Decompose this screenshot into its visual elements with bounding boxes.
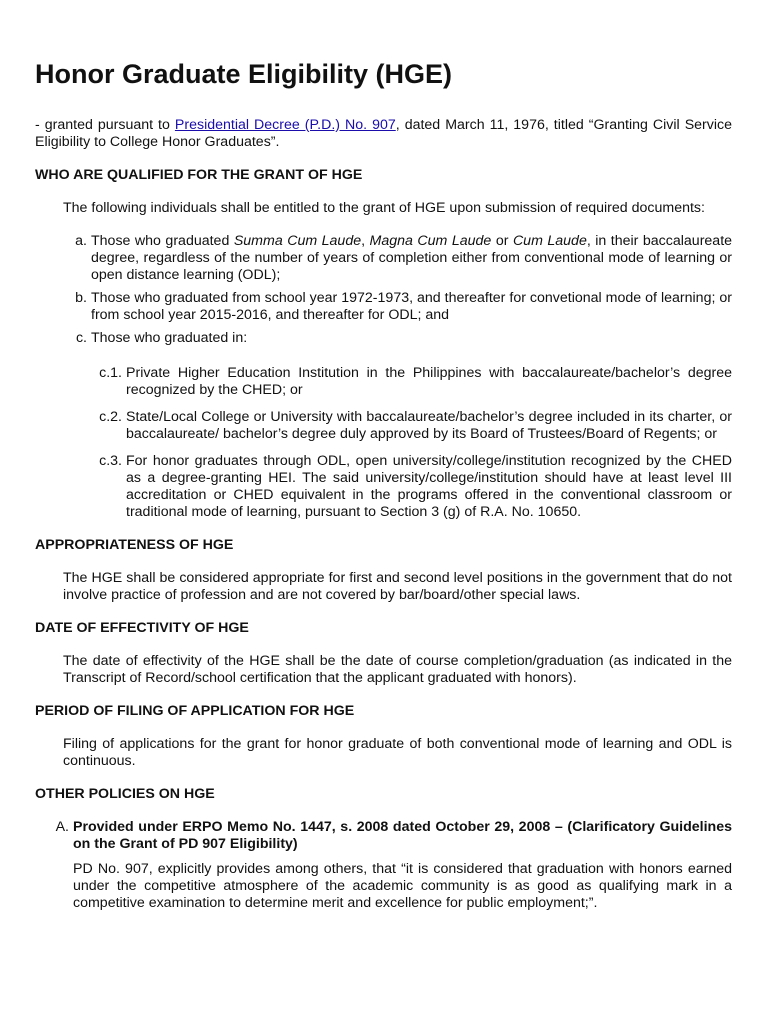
presidential-decree-link[interactable]: Presidential Decree (P.D.) No. 907 bbox=[174, 117, 396, 133]
list-item-a bbox=[63, 233, 732, 284]
section-heading-effectivity: DATE OF EFFECTIVITY OF HGE bbox=[35, 620, 249, 636]
list-item-text: For honor graduates through ODL, open university/college/institution recognized by the CHED as a degree-granting HEI. The said university/college/institution should have at least level III accreditation or CHED equivalent in the programs offered in the conventional classroom or traditional mode of learning, pursuant to Section 3 (g) of R.A. No. 10650. bbox=[126, 453, 732, 520]
qualified-lead: The following individuals shall be entitled to the grant of HGE upon submission of required documents: bbox=[63, 200, 705, 216]
honor-summa: Summa Cum Laude bbox=[233, 233, 362, 249]
effectivity-text: The date of effectivity of the HGE shall be the date of course completion/graduation (as indicated in the Transcript of Record/school certification that the applicant graduated with honors). bbox=[63, 653, 732, 686]
sub-list-c bbox=[63, 365, 732, 521]
list-marker: c.2. bbox=[99, 409, 122, 425]
qualified-list bbox=[35, 233, 732, 521]
filing-text: Filing of applications for the grant for honor graduate of both conventional mode of learning and ODL is continuous. bbox=[63, 736, 732, 769]
text-run: , bbox=[361, 233, 370, 249]
list-item-c bbox=[63, 330, 732, 347]
list-marker: b. bbox=[75, 290, 87, 306]
list-item-text: Those who graduated from school year 1972-1973, and thereafter for convetional mode of learning; or from school year 2015-2016, and thereafter for ODL; and bbox=[91, 290, 732, 323]
section-heading-other-policies: OTHER POLICIES ON HGE bbox=[35, 786, 215, 802]
text-run: or bbox=[491, 233, 513, 249]
text-run: , in their baccalaureate degree, regardless of the number of years of completion either from conventional mode of learning or open distance learning (ODL); bbox=[91, 233, 733, 283]
intro-suffix: , dated March 11, 1976, titled “Granting Civil Service Eligibility to College Honor Graduates”. bbox=[35, 117, 733, 150]
sub-item-c1 bbox=[98, 365, 732, 399]
policy-item-body: PD No. 907, explicitly provides among others, that “it is considered that graduation with honors earned under the competitive atmosphere of the academic community is as good as qualifying mark in a competitive examination to determine merit and excellence for public employment;”. bbox=[73, 861, 732, 911]
text-run: Those who graduated bbox=[91, 233, 234, 249]
intro-paragraph bbox=[35, 117, 732, 151]
list-item-text: Those who graduated in: bbox=[91, 330, 248, 346]
section-heading-qualified: WHO ARE QUALIFIED FOR THE GRANT OF HGE bbox=[35, 167, 363, 183]
other-policies-list bbox=[35, 819, 732, 853]
list-marker: c. bbox=[75, 330, 87, 346]
list-marker: a. bbox=[75, 233, 87, 249]
sub-item-c3 bbox=[98, 453, 732, 521]
honor-magna: Magna Cum Laude bbox=[369, 233, 492, 249]
policy-item-title: Provided under ERPO Memo No. 1447, s. 2008 dated October 29, 2008 – (Clarificatory Guidelines on the Grant of PD 907 Eligibility) bbox=[73, 819, 732, 852]
list-item-b bbox=[63, 290, 732, 324]
appropriateness-text: The HGE shall be considered appropriate for first and second level positions in the government that do not involve practice of profession and are not covered by bar/board/other special laws. bbox=[63, 570, 732, 603]
section-heading-appropriateness: APPROPRIATENESS OF HGE bbox=[35, 537, 234, 553]
list-marker: c.3. bbox=[99, 453, 122, 469]
list-item-text bbox=[91, 233, 732, 284]
page-title: Honor Graduate Eligibility (HGE) bbox=[35, 59, 453, 89]
section-heading-filing: PERIOD OF FILING OF APPLICATION FOR HGE bbox=[35, 703, 355, 719]
list-item-text: Private Higher Education Institution in the Philippines with baccalaureate/bachelor’s degree recognized by the CHED; or bbox=[126, 365, 732, 398]
list-marker: c.1. bbox=[99, 365, 122, 381]
honor-cum: Cum Laude bbox=[512, 233, 587, 249]
sub-item-c2 bbox=[98, 409, 732, 443]
policy-item-a bbox=[53, 819, 732, 853]
list-item-text: State/Local College or University with baccalaureate/bachelor’s degree included in its charter, or baccalaureate/ bachelor’s degree duly approved by its Board of Trustees/Board of Regents; or bbox=[126, 409, 732, 442]
intro-prefix: - granted pursuant to bbox=[35, 117, 175, 133]
list-marker: A. bbox=[55, 819, 69, 835]
